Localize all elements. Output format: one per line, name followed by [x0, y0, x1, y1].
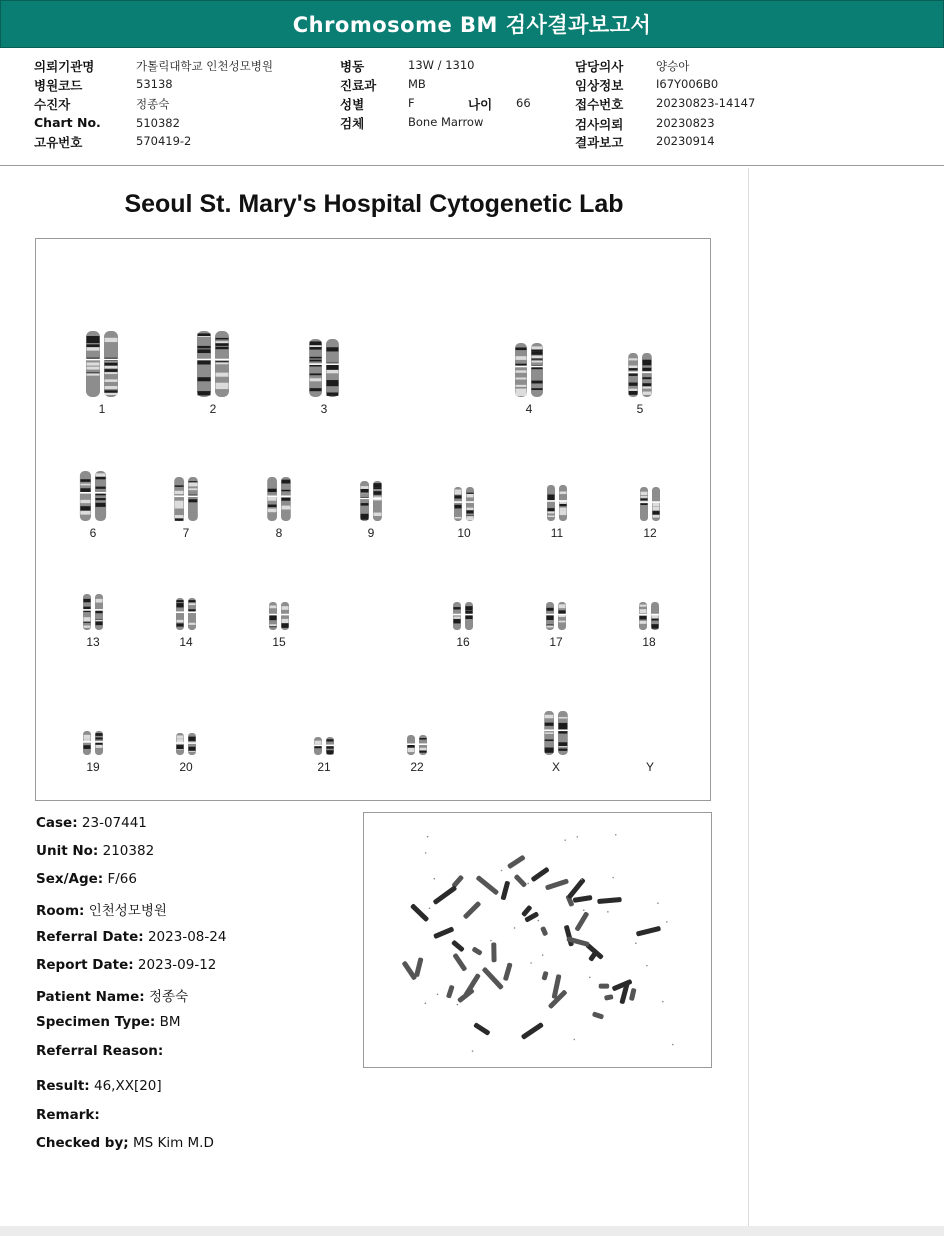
speckle [429, 907, 431, 909]
specimen-value: BM [159, 1014, 181, 1030]
info-label: Chart No. [34, 115, 101, 130]
info-label: 병원코드 [34, 78, 83, 93]
chromosome-pair-x [544, 711, 568, 755]
info-value: 양승아 [656, 59, 690, 73]
speckle [657, 902, 659, 904]
metaphase-chromosome [629, 988, 637, 1001]
info-label: 성별 [340, 97, 365, 112]
speckle [589, 977, 591, 979]
report-date-label: Report Date: [36, 957, 134, 973]
metaphase-chromosome [521, 1022, 544, 1040]
speckle [530, 962, 532, 964]
metaphase-chromosome [402, 961, 418, 981]
info-value: 570419-2 [136, 134, 192, 148]
chromosome-pair-19 [83, 731, 103, 755]
chromosome-label: 17 [549, 635, 563, 649]
info-label: 결과보고 [575, 135, 624, 150]
result-row [36, 1078, 162, 1094]
speckle [425, 852, 427, 854]
chromosome-pair-10 [454, 487, 474, 521]
metaphase-chromosome [482, 967, 504, 991]
chromosome-label: 21 [317, 760, 331, 774]
chromosome-pair-20 [176, 733, 196, 755]
chromosome-label: 22 [410, 760, 424, 774]
info-label: 의뢰기관명 [34, 59, 95, 74]
metaphase-chromosome [604, 994, 614, 1001]
info-value: F [408, 96, 415, 110]
chromosome-pair-15 [269, 602, 289, 630]
metaphase-chromosome [473, 1022, 491, 1036]
info-label: 나이 [468, 97, 493, 112]
speckle [437, 993, 439, 995]
metaphase-chromosome [471, 946, 482, 956]
metaphase-chromosome [507, 855, 526, 870]
metaphase-chromosome [573, 895, 593, 903]
chromosome-pair-22 [407, 735, 427, 755]
speckle [538, 920, 540, 922]
info-label: 수진자 [34, 97, 71, 112]
info-label: 병동 [340, 59, 365, 74]
info-label: 진료과 [340, 78, 377, 93]
chromosome-label: 4 [525, 402, 533, 416]
metaphase-chromosome [567, 877, 586, 899]
room-row [36, 899, 167, 919]
chromosome-pair-3 [309, 339, 339, 397]
info-value: 510382 [136, 116, 180, 130]
chromosome-label: 13 [86, 635, 100, 649]
info-label: 검체 [340, 116, 365, 131]
speckle [573, 1039, 575, 1041]
chromosome-pair-13 [83, 594, 103, 630]
metaphase-chromosome [414, 957, 424, 977]
chromosome-pair-14 [176, 598, 196, 630]
chromosome-pair-7 [174, 477, 198, 521]
metaphase-chromosome [513, 874, 527, 888]
page-divider [748, 168, 749, 1226]
chromosome-label: 9 [367, 526, 375, 540]
metaphase-chromosome [432, 885, 457, 905]
unit-label: Unit No: [36, 843, 99, 859]
sexage-label: Sex/Age: [36, 871, 104, 887]
metaphase-chromosome [433, 926, 454, 939]
speckle [583, 909, 585, 911]
metaphase-image [364, 813, 711, 1067]
speckle [662, 1001, 664, 1003]
result-label: Result: [36, 1078, 90, 1094]
chromosome-label: 12 [643, 526, 657, 540]
chromosome-label: 16 [456, 635, 470, 649]
metaphase-chromosome [636, 926, 661, 937]
page-bottom-gutter [0, 1226, 944, 1236]
info-value: 20230823-14147 [656, 96, 756, 110]
info-value: 정종숙 [136, 97, 170, 111]
chromosome-label: 20 [179, 760, 193, 774]
specimen-label: Specimen Type: [36, 1014, 156, 1030]
result-value: 46,XX[20] [93, 1078, 162, 1094]
speckle [427, 836, 429, 838]
metaphase-chromosome [446, 985, 455, 999]
case-row [36, 815, 147, 831]
speckle [576, 836, 578, 838]
report-title-bar [0, 0, 944, 48]
chromosome-pair-12 [640, 487, 660, 521]
info-value: 66 [516, 96, 531, 110]
speckle [425, 1002, 427, 1004]
patient-value: 정종숙 [148, 989, 189, 1005]
room-label: Room: [36, 903, 85, 919]
metaphase-chromosome [545, 878, 569, 890]
chromosome-label: 18 [642, 635, 656, 649]
info-label: 검사의뢰 [575, 117, 624, 132]
chromosome-pair-6 [80, 471, 106, 521]
info-value: 13W / 1310 [408, 58, 475, 72]
unit-row [36, 843, 154, 859]
chromosome-pair-1 [86, 331, 118, 397]
sexage-row [36, 871, 137, 887]
speckle [490, 940, 492, 942]
chromosome-pair-11 [547, 485, 567, 521]
chromosome-label: 3 [320, 402, 328, 416]
speckle [612, 877, 614, 879]
metaphase-chromosome [475, 875, 499, 896]
remark-row [36, 1107, 100, 1123]
metaphase-chromosome [503, 962, 513, 981]
speckle [433, 878, 435, 880]
info-label: 접수번호 [575, 97, 624, 112]
metaphase-panel [363, 812, 712, 1068]
metaphase-chromosome [530, 867, 549, 883]
reason-label: Referral Reason: [36, 1043, 164, 1059]
info-value: 20230914 [656, 134, 715, 148]
referral-date-label: Referral Date: [36, 929, 144, 945]
info-value: 20230823 [656, 116, 715, 130]
metaphase-chromosome [540, 926, 548, 936]
speckle [542, 954, 544, 956]
chromosome-pair-18 [639, 602, 659, 630]
remark-label: Remark: [36, 1107, 100, 1123]
referral-date-value: 2023-08-24 [147, 929, 227, 945]
speckle [527, 883, 529, 885]
chromosome-label: X [551, 760, 561, 774]
info-value: Bone Marrow [408, 115, 484, 129]
metaphase-chromosome [612, 979, 633, 992]
info-value: 가톨릭대학교 인천성모병원 [136, 59, 273, 73]
chromosome-label: 10 [457, 526, 471, 540]
metaphase-chromosome [410, 903, 429, 922]
chromosome-label: 11 [550, 526, 564, 540]
metaphase-chromosome [541, 971, 548, 981]
metaphase-chromosome [574, 911, 589, 932]
speckle [607, 911, 609, 913]
chromosome-label: 2 [209, 402, 217, 416]
speckle [564, 839, 566, 841]
info-value: I67Y006B0 [656, 77, 719, 91]
speckle [501, 870, 503, 872]
speckle [581, 879, 583, 881]
chromosome-pair-8 [267, 477, 291, 521]
report-title: Chromosome BM 검사결과보고서 [292, 13, 652, 37]
unit-value: 210382 [102, 843, 155, 859]
chromosome-pair-16 [453, 602, 473, 630]
chromosome-label: 8 [275, 526, 283, 540]
patient-label: Patient Name: [36, 989, 145, 1005]
case-value: 23-07441 [81, 815, 147, 831]
speckle [615, 834, 617, 836]
metaphase-chromosome [599, 984, 609, 989]
speckle [457, 1004, 459, 1006]
speckle [672, 1044, 674, 1046]
checked-value: MS Kim M.D [132, 1135, 214, 1151]
referral-date-row [36, 929, 226, 945]
report-date-row [36, 957, 216, 973]
speckle [635, 942, 637, 944]
chromosome-pair-4 [515, 343, 543, 397]
speckle [666, 921, 668, 923]
metaphase-chromosome [491, 942, 496, 962]
reason-row [36, 1043, 163, 1059]
metaphase-chromosome [592, 1011, 604, 1019]
speckle [646, 965, 648, 967]
report-date-value: 2023-09-12 [137, 957, 217, 973]
chromosome-pair-9 [360, 481, 382, 521]
lab-title: Seoul St. Mary's Hospital Cytogenetic Lab [124, 190, 624, 218]
chromosome-label: 14 [179, 635, 193, 649]
info-label: 고유번호 [34, 135, 83, 150]
chromosome-label: 5 [636, 402, 644, 416]
case-label: Case: [36, 815, 78, 831]
chromosome-label: 1 [98, 402, 106, 416]
metaphase-chromosome [564, 925, 574, 947]
room-value: 인천성모병원 [88, 903, 167, 919]
metaphase-chromosome [500, 881, 510, 901]
metaphase-chromosome [457, 988, 475, 1004]
karyogram-image [36, 239, 712, 802]
karyogram-panel [35, 238, 711, 801]
metaphase-chromosome [452, 953, 467, 972]
chromosome-label: 7 [182, 526, 190, 540]
speckle [514, 927, 516, 929]
metaphase-chromosome [597, 897, 622, 904]
info-value: 53138 [136, 77, 173, 91]
patient-row [36, 985, 188, 1005]
metaphase-chromosome [463, 901, 482, 920]
chromosome-label: 19 [86, 760, 100, 774]
checked-row [36, 1135, 214, 1151]
chromosome-label: 15 [272, 635, 286, 649]
info-label: 임상정보 [575, 78, 624, 93]
chromosome-pair-21 [314, 737, 334, 755]
info-label: 담당의사 [575, 59, 624, 74]
chromosome-label: 6 [89, 526, 97, 540]
checked-label: Checked by; [36, 1135, 129, 1151]
chromosome-label: Y [645, 760, 655, 774]
chromosome-pair-2 [197, 331, 229, 397]
sexage-value: F/66 [107, 871, 137, 887]
chromosome-pair-17 [546, 602, 566, 630]
specimen-row [36, 1014, 181, 1030]
speckle [472, 1050, 474, 1052]
patient-info-panel [0, 48, 944, 166]
chromosome-pair-5 [628, 353, 652, 397]
info-value: MB [408, 77, 426, 91]
metaphase-chromosome [451, 940, 465, 953]
